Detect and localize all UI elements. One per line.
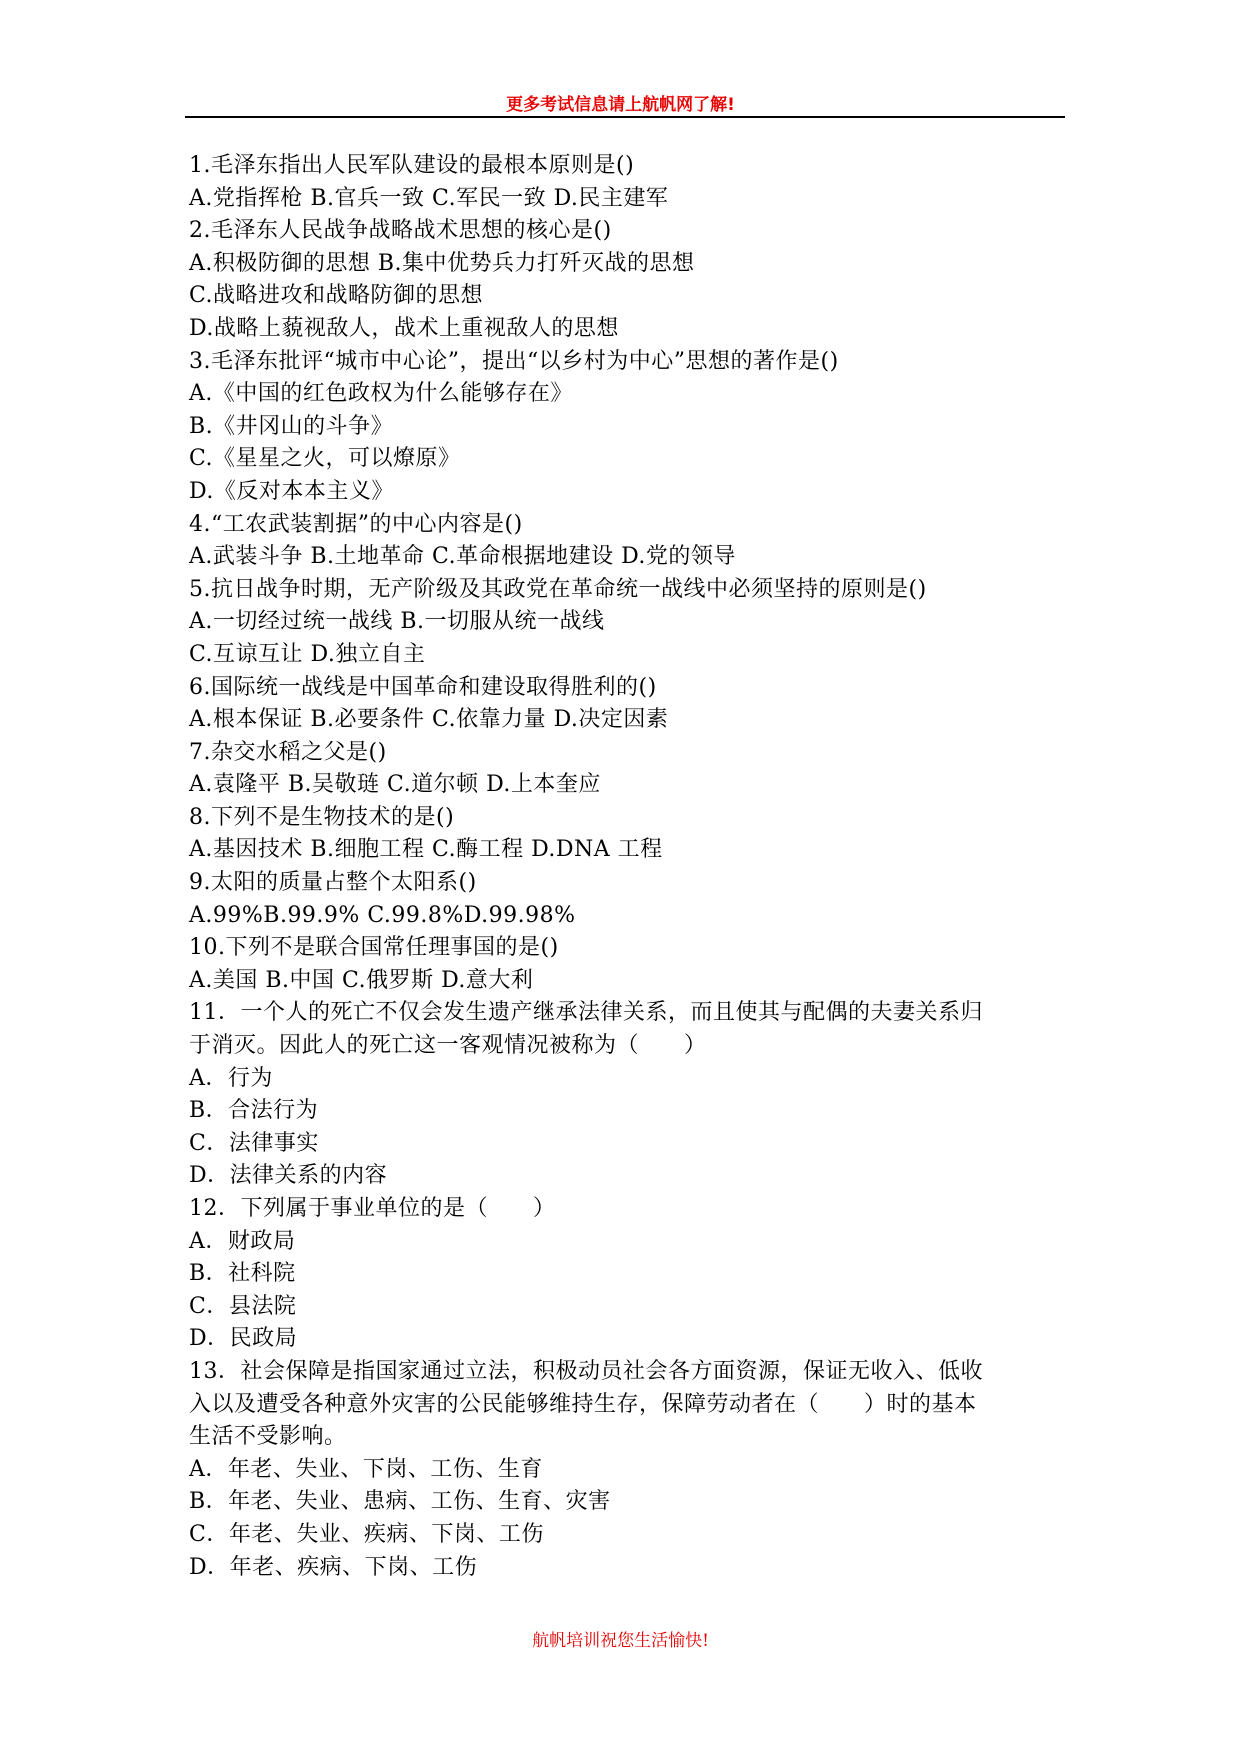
text-line: A．财政局 bbox=[189, 1228, 296, 1254]
text-line: A．年老、失业、下岗、工伤、生育 bbox=[189, 1456, 543, 1482]
page-header: 更多考试信息请上航帆网了解! bbox=[506, 95, 735, 115]
text-line: A.一切经过统一战线 B.一切服从统一战线 bbox=[189, 609, 605, 635]
text-line: 2.毛泽东人民战争战略战术思想的核心是() bbox=[189, 218, 612, 244]
text-line: B．社科院 bbox=[189, 1261, 296, 1287]
text-line: 入以及遭受各种意外灾害的公民能够维持生存，保障劳动者在（ ）时的基本 bbox=[189, 1391, 977, 1417]
text-line: 7.杂交水稻之父是() bbox=[189, 739, 387, 765]
text-line: C.战略进攻和战略防御的思想 bbox=[189, 283, 484, 309]
text-line: A.《中国的红色政权为什么能够存在》 bbox=[189, 381, 573, 407]
text-line: A.美国 B.中国 C.俄罗斯 D.意大利 bbox=[189, 967, 534, 993]
text-line: 6.国际统一战线是中国革命和建设取得胜利的() bbox=[189, 674, 657, 700]
text-line: A.99%B.99.9% C.99.8%D.99.98% bbox=[189, 902, 576, 928]
text-line: A.党指挥枪 B.官兵一致 C.军民一致 D.民主建军 bbox=[189, 185, 669, 211]
text-line: 于消灭。因此人的死亡这一客观情况被称为（ ） bbox=[189, 1033, 707, 1059]
text-line: C.互谅互让 D.独立自主 bbox=[189, 641, 426, 667]
text-line: 11．一个人的死亡不仅会发生遗产继承法律关系，而且使其与配偶的夫妻关系归 bbox=[189, 1000, 983, 1026]
text-line: 12．下列属于事业单位的是（ ） bbox=[189, 1196, 556, 1221]
text-line: 1.毛泽东指出人民军队建设的最根本原则是() bbox=[189, 153, 635, 178]
text-line: A.袁隆平 B.吴敬琏 C.道尔顿 D.上本奎应 bbox=[189, 772, 601, 798]
text-line: C．年老、失业、疾病、下岗、工伤 bbox=[189, 1521, 544, 1547]
text-line: A.积极防御的思想 B.集中优势兵力打歼灭战的思想 bbox=[189, 250, 695, 276]
header-divider bbox=[185, 116, 1065, 118]
text-line: A．行为 bbox=[189, 1065, 273, 1091]
text-line: 10.下列不是联合国常任理事国的是() bbox=[189, 935, 559, 961]
text-line: 13．社会保障是指国家通过立法，积极动员社会各方面资源，保证无收入、低收 bbox=[189, 1358, 983, 1384]
text-line: A.武装斗争 B.土地革命 C.革命根据地建设 D.党的领导 bbox=[189, 544, 736, 570]
text-line: B.《井冈山的斗争》 bbox=[189, 413, 394, 439]
page-footer: 航帆培训祝您生活愉快! bbox=[532, 1631, 709, 1651]
text-line: A.根本保证 B.必要条件 C.依靠力量 D.决定因素 bbox=[189, 707, 669, 733]
text-line: D.《反对本本主义》 bbox=[189, 478, 394, 504]
text-line: 9.太阳的质量占整个太阳系() bbox=[189, 870, 477, 896]
text-line: A.基因技术 B.细胞工程 C.酶工程 D.DNA 工程 bbox=[189, 837, 663, 863]
text-line: 3.毛泽东批评“城市中心论”，提出“以乡村为中心”思想的著作是() bbox=[189, 348, 839, 374]
text-line: 5.抗日战争时期，无产阶级及其政党在革命统一战线中必须坚持的原则是() bbox=[189, 576, 927, 602]
text-line: D．年老、疾病、下岗、工伤 bbox=[189, 1554, 478, 1580]
text-line: 8.下列不是生物技术的是() bbox=[189, 804, 455, 830]
text-line: 生活不受影响。 bbox=[189, 1424, 347, 1450]
document-body bbox=[189, 150, 1069, 1584]
text-line: D．民政局 bbox=[189, 1326, 298, 1352]
text-line: B．年老、失业、患病、工伤、生育、灾害 bbox=[189, 1489, 611, 1515]
text-line: B．合法行为 bbox=[189, 1098, 319, 1124]
text-line: 4.“工农武装割据”的中心内容是() bbox=[189, 511, 523, 537]
text-line: D.战略上藐视敌人，战术上重视敌人的思想 bbox=[189, 315, 619, 341]
text-line: C.《星星之火，可以燎原》 bbox=[189, 446, 461, 472]
text-line: C．县法院 bbox=[189, 1293, 297, 1319]
text-line: D．法律关系的内容 bbox=[189, 1163, 388, 1189]
text-line: C．法律事实 bbox=[189, 1130, 319, 1156]
